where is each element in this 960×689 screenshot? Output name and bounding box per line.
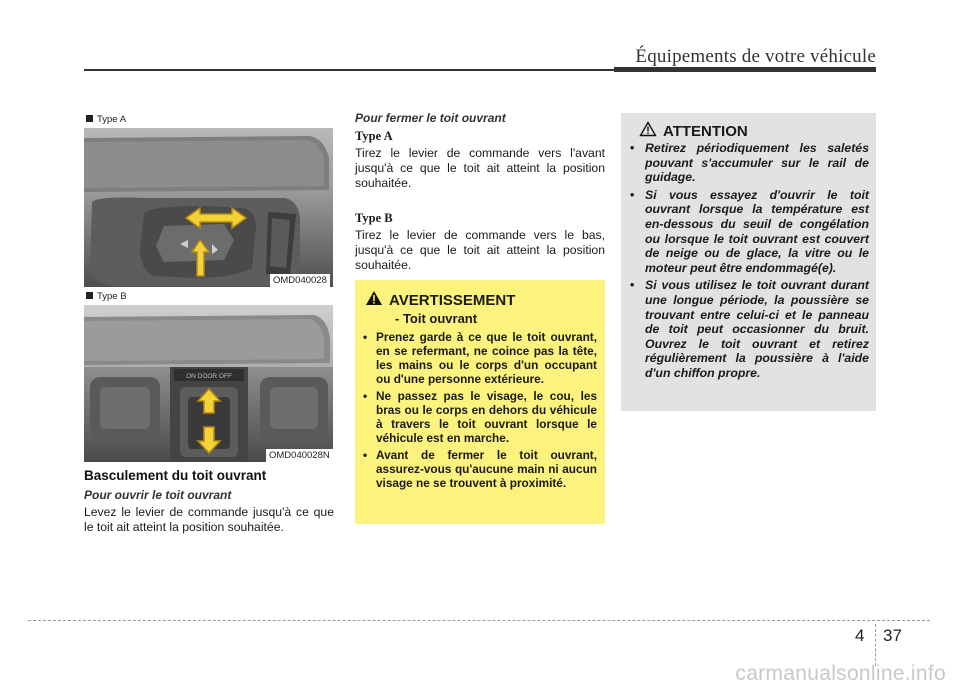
paragraph-type-b-instructions: Tirez le levier de commande vers le bas, jusqu'à ce que le toit ait atteint la position souhaitée. — [355, 228, 605, 272]
attention-item: • Si vous utilisez le toit ouvrant durant une longue période, la poussière se trouvant entre celui-ci et le panneau de toit peut occasionner du bruit. Ouvrez le toit ouvrant et retirez régulièrement la poussière à l'aide d'un chiffon propre. — [625, 278, 869, 380]
footer-page-divider — [875, 624, 876, 666]
attention-box — [621, 113, 876, 411]
attention-item: • Si vous essayez d'ouvrir le toit ouvrant lorsque la température est en-dessous du seuil de congélation ou lorsque le toit ouvrant est couvert de neige ou de glace, la vitre ou le moteur peut être endommagé(e). — [625, 188, 869, 276]
paragraph-open-instructions: Levez le levier de commande jusqu'à ce que le toit ait atteint la position souhaitée. — [84, 505, 334, 534]
figure-type-b-code: OMD040028N — [266, 449, 333, 462]
watermark-text: carmanualsonline.info — [735, 662, 946, 685]
figure-type-a-image — [84, 128, 333, 287]
warning-triangle-icon — [365, 290, 383, 311]
warning-box — [355, 280, 605, 524]
square-bullet-icon — [86, 115, 93, 122]
warning-item: • Ne passez pas le visage, le cou, les bras ou le corps en dehors du véhicule à travers le toit ouvrant lorsque le véhicule est en marche. — [361, 389, 597, 445]
warning-item: • Avant de fermer le toit ouvrant, assurez-vous qu'aucune main ni aucun visage ne se trouvent à proximité. — [361, 448, 597, 490]
caution-triangle-icon — [639, 121, 657, 142]
warning-list — [361, 330, 597, 493]
type-a-heading: Type A — [355, 129, 393, 143]
console-light-switch-text: ON DOOR OFF — [186, 373, 232, 380]
header-rule-accent — [614, 67, 876, 72]
type-b-heading: Type B — [355, 211, 393, 225]
attention-list — [625, 141, 869, 384]
attention-item: • Retirez périodiquement les saletés pouvant s'accumuler sur le rail de guidage. — [625, 141, 869, 185]
attention-title: ATTENTION — [663, 123, 748, 140]
subtitle-close: Pour fermer le toit ouvrant — [355, 111, 506, 125]
chapter-number: 4 — [855, 626, 865, 645]
figure-type-a-code: OMD040028 — [270, 274, 330, 287]
page-number: 37 — [883, 626, 902, 645]
subtitle-open: Pour ouvrir le toit ouvrant — [84, 488, 232, 502]
figure-type-a-label: Type A — [86, 114, 126, 125]
paragraph-type-a-instructions: Tirez le levier de commande vers l'avant jusqu'à ce que le toit ait atteint la position souhaitée. — [355, 146, 605, 190]
square-bullet-icon — [86, 292, 93, 299]
figure-type-b-image — [84, 305, 333, 462]
warning-subtitle: - Toit ouvrant — [395, 311, 478, 326]
warning-item: • Prenez garde à ce que le toit ouvrant, en se refermant, ne coince pas la tête, les mains ou le corps d'un occupant ou d'une personne extérieure. — [361, 330, 597, 386]
running-header-title: Équipements de votre véhicule — [635, 46, 876, 67]
warning-title: AVERTISSEMENT — [389, 292, 516, 309]
sunroof-console-type-a-illustration — [84, 128, 333, 287]
footer-dashed-rule — [28, 620, 930, 621]
figure-type-b-label: Type B — [86, 291, 127, 302]
sunroof-console-type-b-illustration — [84, 305, 333, 462]
section-title-tilt: Basculement du toit ouvrant — [84, 468, 267, 483]
